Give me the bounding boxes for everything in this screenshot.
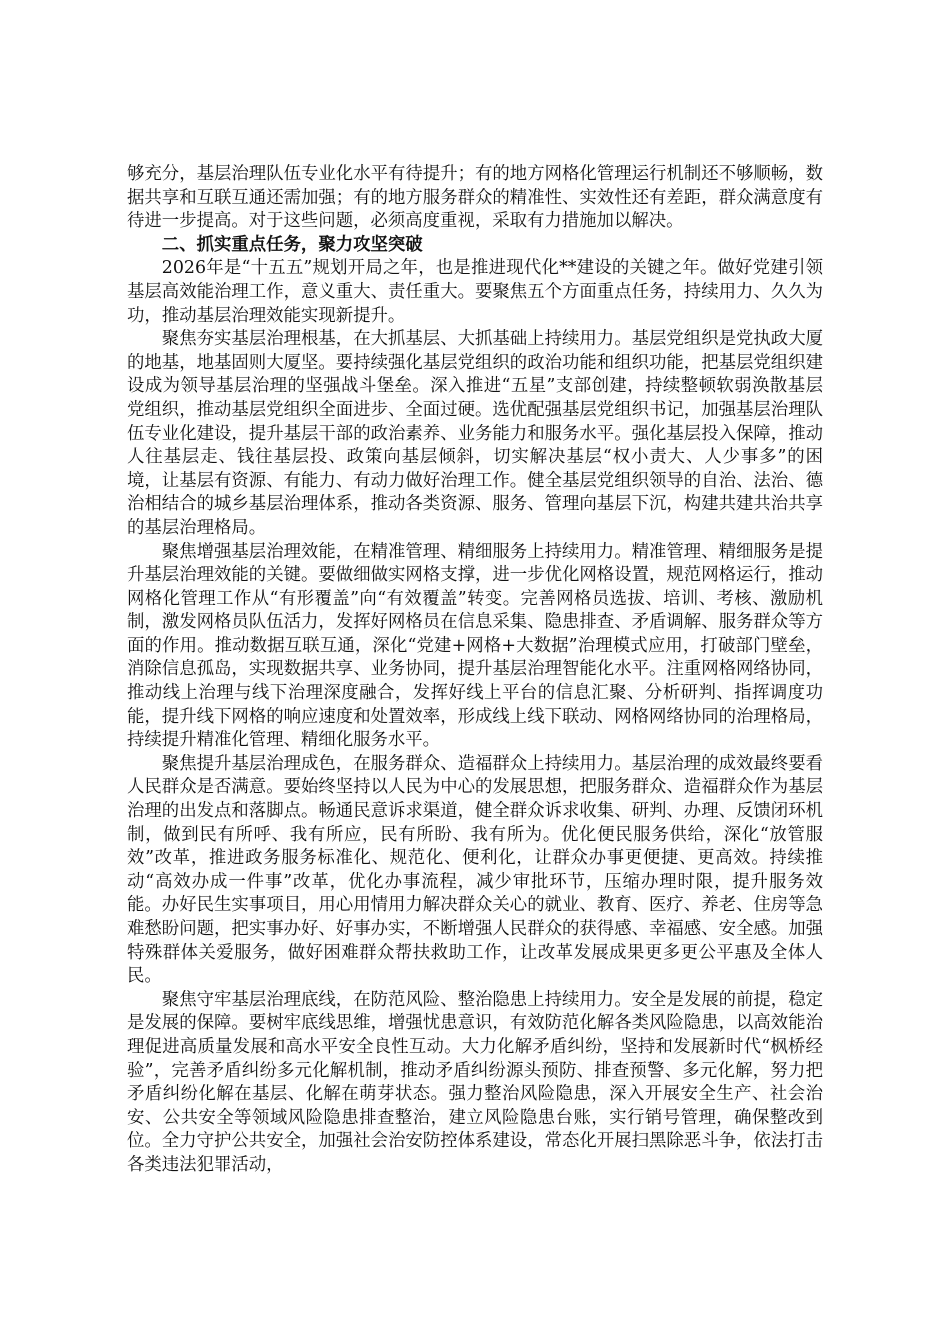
section-heading: 二、抓实重点任务，聚力攻坚突破 (161, 234, 423, 255)
paragraph-continuation: 够充分，基层治理队伍专业化水平有待提升；有的地方网格化管理运行机制还不够顺畅，数据共享和互联互通还需加强；有的地方服务群众的精准性、实效性还有差距，群众满意度有待进一步提高。对于这些问题，必须高度重视，采取有力措施加以解决。 (127, 164, 823, 232)
paragraph-safety: 聚焦守牢基层治理底线，在防范风险、整治隐患上持续用力。安全是发展的前提，稳定是发展的保障。要树牢底线思维，增强忧患意识，有效防范化解各类风险隐患，以高效能治理促进高质量发展和高水平安全良性互动。大力化解矛盾纠纷，坚持和发展新时代“枫桥经验”，完善矛盾纠纷多元化解机制，推动矛盾纠纷源头预防、排查预警、多元化解，努力把矛盾纠纷化解在基层、化解在萌芽状态。强力整治风险隐患，深入开展安全生产、社会治安、公共安全等领域风险隐患排查整治，建立风险隐患台账，实行销号管理，确保整改到位。全力守护公共安全，加强社会治安防控体系建设，常态化开展扫黑除恶斗争，依法打击各类违法犯罪活动， (127, 989, 823, 1175)
paragraph-efficiency: 聚焦增强基层治理效能，在精准管理、精细服务上持续用力。精准管理、精细服务是提升基层治理效能的关键。要做细做实网格支撑，进一步优化网格设置，规范网格运行，推动网格化管理工作从“有形覆盖”向“有效覆盖”转变。完善网格员选拔、培训、考核、激励机制，激发网格员队伍活力，发挥好网格员在信息采集、隐患排查、矛盾调解、服务群众等方面的作用。推动数据互联互通，深化“党建+网格+大数据”治理模式应用，打破部门壁垒，消除信息孤岛，实现数据共享、业务协同，提升基层治理智能化水平。注重网格网络协同，推动线上治理与线下治理深度融合，发挥好线上平台的信息汇聚、分析研判、指挥调度功能，提升线下网格的响应速度和处置效率，形成线上线下联动、网格网络协同的治理格局，持续提升精准化管理、精细化服务水平。 (127, 541, 823, 751)
paragraph-service: 聚焦提升基层治理成色，在服务群众、造福群众上持续用力。基层治理的成效最终要看人民群众是否满意。要始终坚持以人民为中心的发展思想，把服务群众、造福群众作为基层治理的出发点和落脚点。畅通民意诉求渠道，健全群众诉求收集、研判、办理、反馈闭环机制，做到民有所呼、我有所应，民有所盼、我有所为。优化便民服务供给，深化“放管服效”改革，推进政务服务标准化、规范化、便利化，让群众办事更便捷、更高效。持续推动“高效办成一件事”改革，优化办事流程，减少审批环节，压缩办理时限，提升服务效能。办好民生实事项目，用心用情用力解决群众关心的就业、教育、医疗、养老、住房等急难愁盼问题，把实事办好、好事办实，不断增强人民群众的获得感、幸福感、安全感。加强特殊群体关爱服务，做好困难群众帮扶救助工作，让改革发展成果更多更公平惠及全体人民。 (127, 753, 823, 987)
paragraph-foundation: 聚焦夯实基层治理根基，在大抓基层、大抓基础上持续用力。基层党组织是党执政大厦的地基，地基固则大厦坚。要持续强化基层党组织的政治功能和组织功能，把基层党组织建设成为领导基层治理的坚强战斗堡垒。深入推进“五星”支部创建，持续整顿软弱涣散基层党组织，推动基层党组织全面进步、全面过硬。选优配强基层党组织书记，加强基层治理队伍专业化建设，提升基层干部的政治素养、业务能力和服务水平。强化基层投入保障，推动人往基层走、钱往基层投、政策向基层倾斜，切实解决基层“权小责大、人少事多”的困境，让基层有资源、有能力、有动力做好治理工作。健全基层党组织领导的自治、法治、德治相结合的城乡基层治理体系，推动各类资源、服务、管理向基层下沉，构建共建共治共享的基层治理格局。 (127, 329, 823, 538)
paragraph-intro: 2026年是“十五五”规划开局之年，也是推进现代化**建设的关键之年。做好党建引领基层高效能治理工作，意义重大、责任重大。要聚焦五个方面重点任务，持续用力、久久为功，推动基层治理效能实现新提升。 (127, 258, 823, 326)
document-body (127, 163, 823, 1178)
